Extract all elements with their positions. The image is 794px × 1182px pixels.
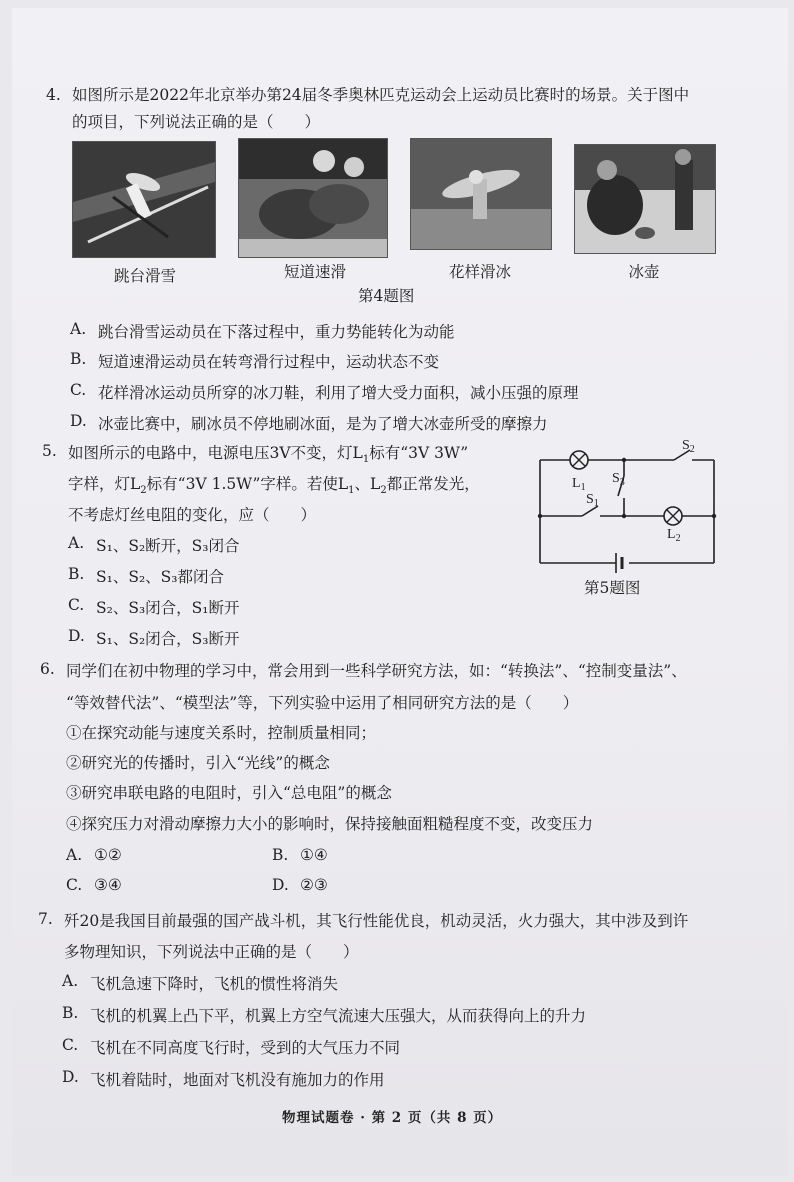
q6-item-2: ②研究光的传播时，引入“光线”的概念: [66, 754, 330, 772]
q7-stem-line1: 歼20是我国目前最强的国产战斗机，其飞行性能优良，机动灵活，火力强大，其中涉及到许: [64, 912, 689, 930]
q4-number: 4.: [46, 86, 61, 104]
ski-jump-image: [73, 142, 215, 257]
page-footer: 物理试题卷 · 第 2 页（共 8 页）: [282, 1110, 503, 1126]
q6-stem-line2: “等效替代法”、“模型法”等，下列实验中运用了相同研究方法的是（ ）: [66, 694, 579, 712]
q6-option-b: ①④: [300, 846, 328, 864]
label-s2: $S_2$: [682, 438, 695, 455]
curling-image: [575, 145, 715, 253]
curling-photo: [574, 144, 716, 254]
label-l1: $L_1$: [572, 476, 586, 493]
label-s1: $S_1$: [586, 492, 599, 509]
q4-option-d: 冰壶比赛中，刷冰员不停地刷冰面，是为了增大冰壶所受的摩擦力: [98, 415, 548, 433]
q5-stem-line2: 字样，灯$L_2$标有“3V 1.5W”字样。若使$L_1$、$L_2$都正常发光，: [68, 475, 480, 497]
q6-number: 6.: [40, 660, 55, 678]
q4-option-a-key: A.: [70, 320, 87, 338]
q4-option-b-key: B.: [70, 350, 87, 368]
q5-option-a-key: A.: [68, 534, 85, 552]
q5-option-b: S₁、S₂、S₃都闭合: [96, 568, 224, 586]
q5-option-d: S₁、S₂闭合，S₃断开: [96, 630, 240, 648]
q6-option-d: ②③: [300, 876, 328, 894]
q5-stem-line1: 如图所示的电路中，电源电压3V不变，灯$L_1$标有“3V 3W”: [68, 444, 469, 466]
label-s3: $S_3$: [612, 471, 625, 488]
circuit-diagram: [532, 436, 722, 576]
q4-option-c: 花样滑冰运动员所穿的冰刀鞋，利用了增大受力面积，减小压强的原理: [98, 384, 579, 402]
q4-stem-line2: 的项目，下列说法正确的是（ ）: [72, 113, 321, 131]
lamp-l1-icon: [570, 451, 588, 469]
q5-number: 5.: [42, 442, 57, 460]
q6-option-c: ③④: [94, 876, 122, 894]
q7-option-d-key: D.: [62, 1068, 79, 1086]
q4-option-b: 短道速滑运动员在转弯滑行过程中，运动状态不变: [98, 353, 440, 371]
figure-skating-image: [411, 139, 551, 249]
q6-option-d-key: D.: [272, 876, 289, 894]
figure-skating-photo: [410, 138, 552, 250]
ski-jump-photo: [72, 141, 216, 258]
q5-stem-line3: 不考虑灯丝电阻的变化，应（ ）: [68, 506, 317, 524]
q6-option-b-key: B.: [272, 846, 289, 864]
q4-option-c-key: C.: [70, 381, 87, 399]
q4-figure-label: 第4题图: [358, 287, 415, 305]
q5-option-c: S₂、S₃闭合，S₁断开: [96, 599, 240, 617]
q7-stem-line2: 多物理知识，下列说法中正确的是（ ）: [64, 943, 359, 961]
q7-option-c-key: C.: [62, 1036, 79, 1054]
q6-option-a: ①②: [94, 846, 122, 864]
caption-figure-skating: 花样滑冰: [448, 263, 511, 281]
q6-item-1: ①在探究动能与速度关系时，控制质量相同；: [66, 724, 377, 742]
q7-option-a: 飞机急速下降时，飞机的惯性将消失: [90, 975, 339, 993]
q7-option-c: 飞机在不同高度飞行时，受到的大气压力不同: [90, 1039, 401, 1057]
caption-ski-jump: 跳台滑雪: [113, 267, 176, 285]
q6-item-4: ④探究压力对滑动摩擦力大小的影响时，保持接触面粗糙程度不变，改变压力: [66, 815, 594, 833]
q4-option-a: 跳台滑雪运动员在下落过程中，重力势能转化为动能: [98, 323, 455, 341]
lamp-l2-icon: [664, 507, 682, 525]
q7-option-a-key: A.: [62, 972, 79, 990]
q6-stem-line1: 同学们在初中物理的学习中，常会用到一些科学研究方法，如：“转换法”、“控制变量法”、: [66, 662, 687, 680]
label-l2: $L_2$: [667, 527, 681, 544]
q5-figure-label: 第5题图: [584, 579, 641, 597]
q5-option-a: S₁、S₂断开，S₃闭合: [96, 537, 240, 555]
speed-skating-image: [239, 139, 387, 257]
q4-stem-line1: 如图所示是2022年北京举办第24届冬季奥林匹克运动会上运动员比赛时的场景。关于图中: [72, 86, 690, 104]
q7-option-d: 飞机着陆时，地面对飞机没有施加力的作用: [90, 1071, 385, 1089]
q7-option-b: 飞机的机翼上凸下平，机翼上方空气流速大压强大，从而获得向上的升力: [90, 1007, 587, 1025]
exam-page: [12, 8, 788, 1176]
q4-option-d-key: D.: [70, 412, 87, 430]
q5-option-c-key: C.: [68, 596, 85, 614]
caption-speed-skating: 短道速滑: [283, 263, 346, 281]
q6-item-3: ③研究串联电路的电阻时，引入“总电阻”的概念: [66, 784, 392, 802]
q7-option-b-key: B.: [62, 1004, 79, 1022]
q5-option-d-key: D.: [68, 627, 85, 645]
q6-option-c-key: C.: [66, 876, 83, 894]
q5-option-b-key: B.: [68, 565, 85, 583]
caption-curling: 冰壶: [628, 263, 660, 281]
q7-number: 7.: [38, 910, 53, 928]
speed-skating-photo: [238, 138, 388, 258]
q6-option-a-key: A.: [66, 846, 83, 864]
